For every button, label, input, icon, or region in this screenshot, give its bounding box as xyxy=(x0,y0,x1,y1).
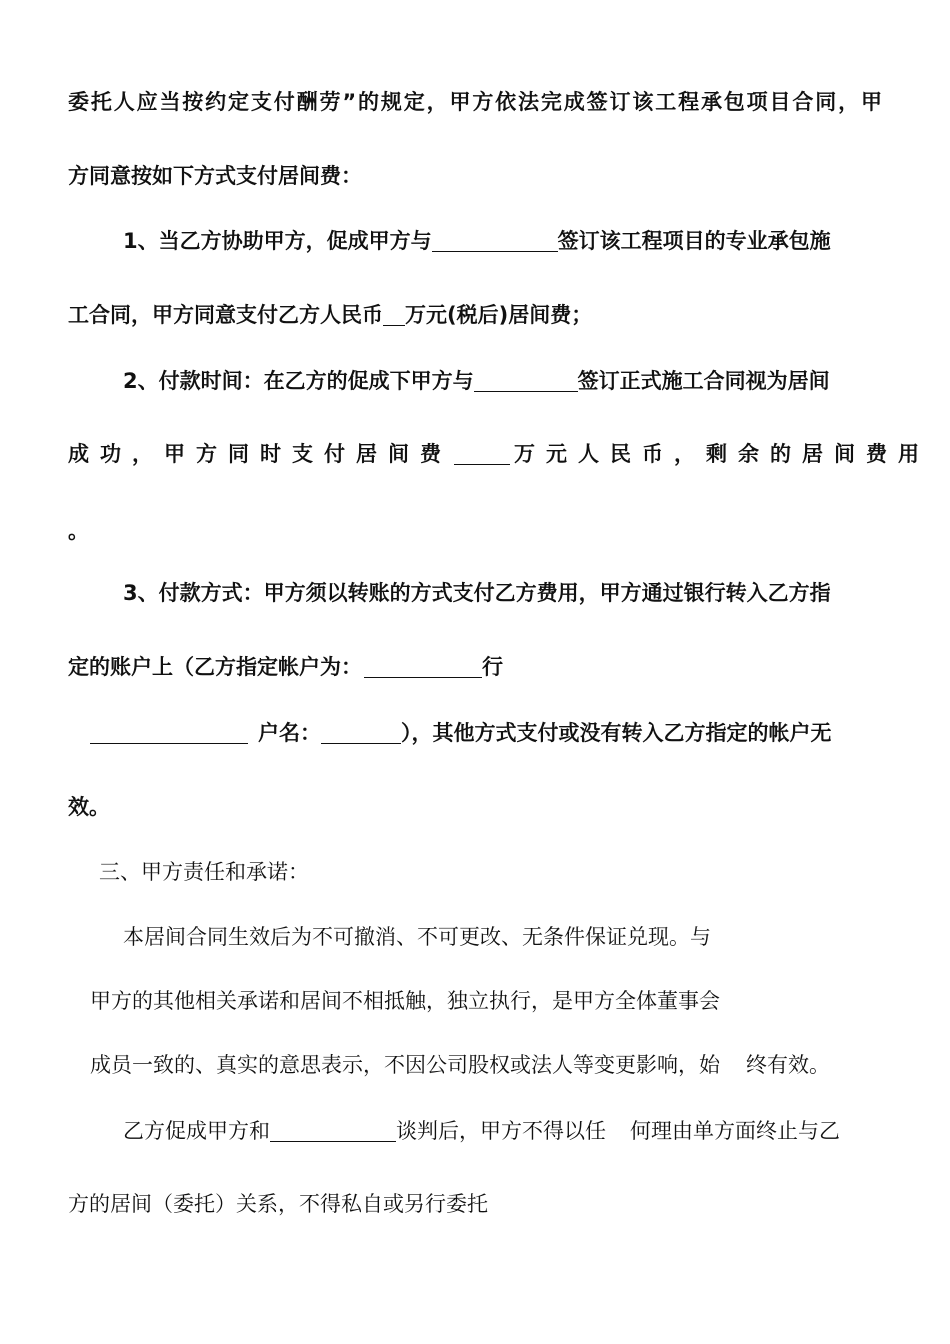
text-segment: 何理由单方面终止与乙 xyxy=(630,1119,840,1143)
paragraph-line xyxy=(68,1189,488,1219)
text-segment: 。 xyxy=(68,519,89,543)
text-segment: 1、当乙方协助甲方，促成甲方与 xyxy=(123,229,432,253)
blank-field xyxy=(90,721,248,744)
text-segment: 万元人民币，剩余的居间费用 xyxy=(514,442,930,466)
text-segment: 谈判后，甲方不得以任 xyxy=(396,1119,606,1143)
text-segment: 效。 xyxy=(68,795,110,819)
blank-field xyxy=(364,655,482,678)
text-segment: 成员一致的、真实的意思表示，不因公司股权或法人等变更影响，始 xyxy=(90,1053,720,1077)
text-segment: 3、付款方式：甲方须以转账的方式支付乙方费用，甲方通过银行转入乙方指 xyxy=(123,581,831,605)
blank-field xyxy=(270,1119,396,1142)
text-segment: 万元(税后)居间费； xyxy=(405,303,593,327)
blank-field xyxy=(454,442,510,465)
text-segment: 本居间合同生效后为不可撤消、不可更改、无条件保证兑现。与 xyxy=(123,925,711,949)
text-segment: 定的账户上（乙方指定帐户为： xyxy=(68,655,362,679)
paragraph-line xyxy=(68,300,592,330)
text-segment: 行 xyxy=(482,655,503,679)
paragraph-line xyxy=(68,161,362,191)
text-segment: 终有效。 xyxy=(746,1053,830,1077)
text-segment: 方同意按如下方式支付居间费： xyxy=(68,164,362,188)
paragraph-line xyxy=(68,439,930,469)
text-segment: 方的居间（委托）关系，不得私自或另行委托 xyxy=(68,1192,488,1216)
paragraph-line xyxy=(90,1050,830,1080)
paragraph-line xyxy=(90,986,720,1016)
text-segment: ），其他方式支付或没有转入乙方指定的帐户无 xyxy=(401,721,832,745)
text-segment: 成功，甲方同时支付居间费 xyxy=(68,442,452,466)
text-segment: 甲方的其他相关承诺和居间不相抵触，独立执行，是甲方全体董事会 xyxy=(90,989,720,1013)
text-segment: 三、甲方责任和承诺： xyxy=(99,860,309,884)
text-segment: 签订该工程项目的专业承包施 xyxy=(557,229,831,253)
paragraph-line xyxy=(68,792,110,822)
text-segment: 户名： xyxy=(258,721,321,745)
paragraph-line xyxy=(68,516,89,546)
clause-1-line xyxy=(123,226,831,256)
text-segment: 签订正式施工合同视为居间 xyxy=(577,369,830,393)
blank-field xyxy=(432,229,558,252)
blank-field xyxy=(383,303,405,326)
clause-3-line xyxy=(123,578,831,608)
blank-field xyxy=(321,721,401,744)
paragraph-line xyxy=(123,1116,840,1146)
text-segment: 乙方促成甲方和 xyxy=(123,1119,270,1143)
section-heading xyxy=(99,857,309,887)
paragraph-line xyxy=(90,718,832,748)
paragraph-line xyxy=(68,87,882,117)
text-segment: 工合同，甲方同意支付乙方人民币 xyxy=(68,303,383,327)
paragraph-line xyxy=(123,922,711,952)
text-segment: 2、付款时间：在乙方的促成下甲方与 xyxy=(123,369,474,393)
clause-2-line xyxy=(123,366,830,396)
text-segment: 委托人应当按约定支付酬劳”的规定，甲方依法完成签订该工程承包项目合同，甲 xyxy=(68,90,882,114)
paragraph-line xyxy=(68,652,503,682)
blank-field xyxy=(474,369,578,392)
